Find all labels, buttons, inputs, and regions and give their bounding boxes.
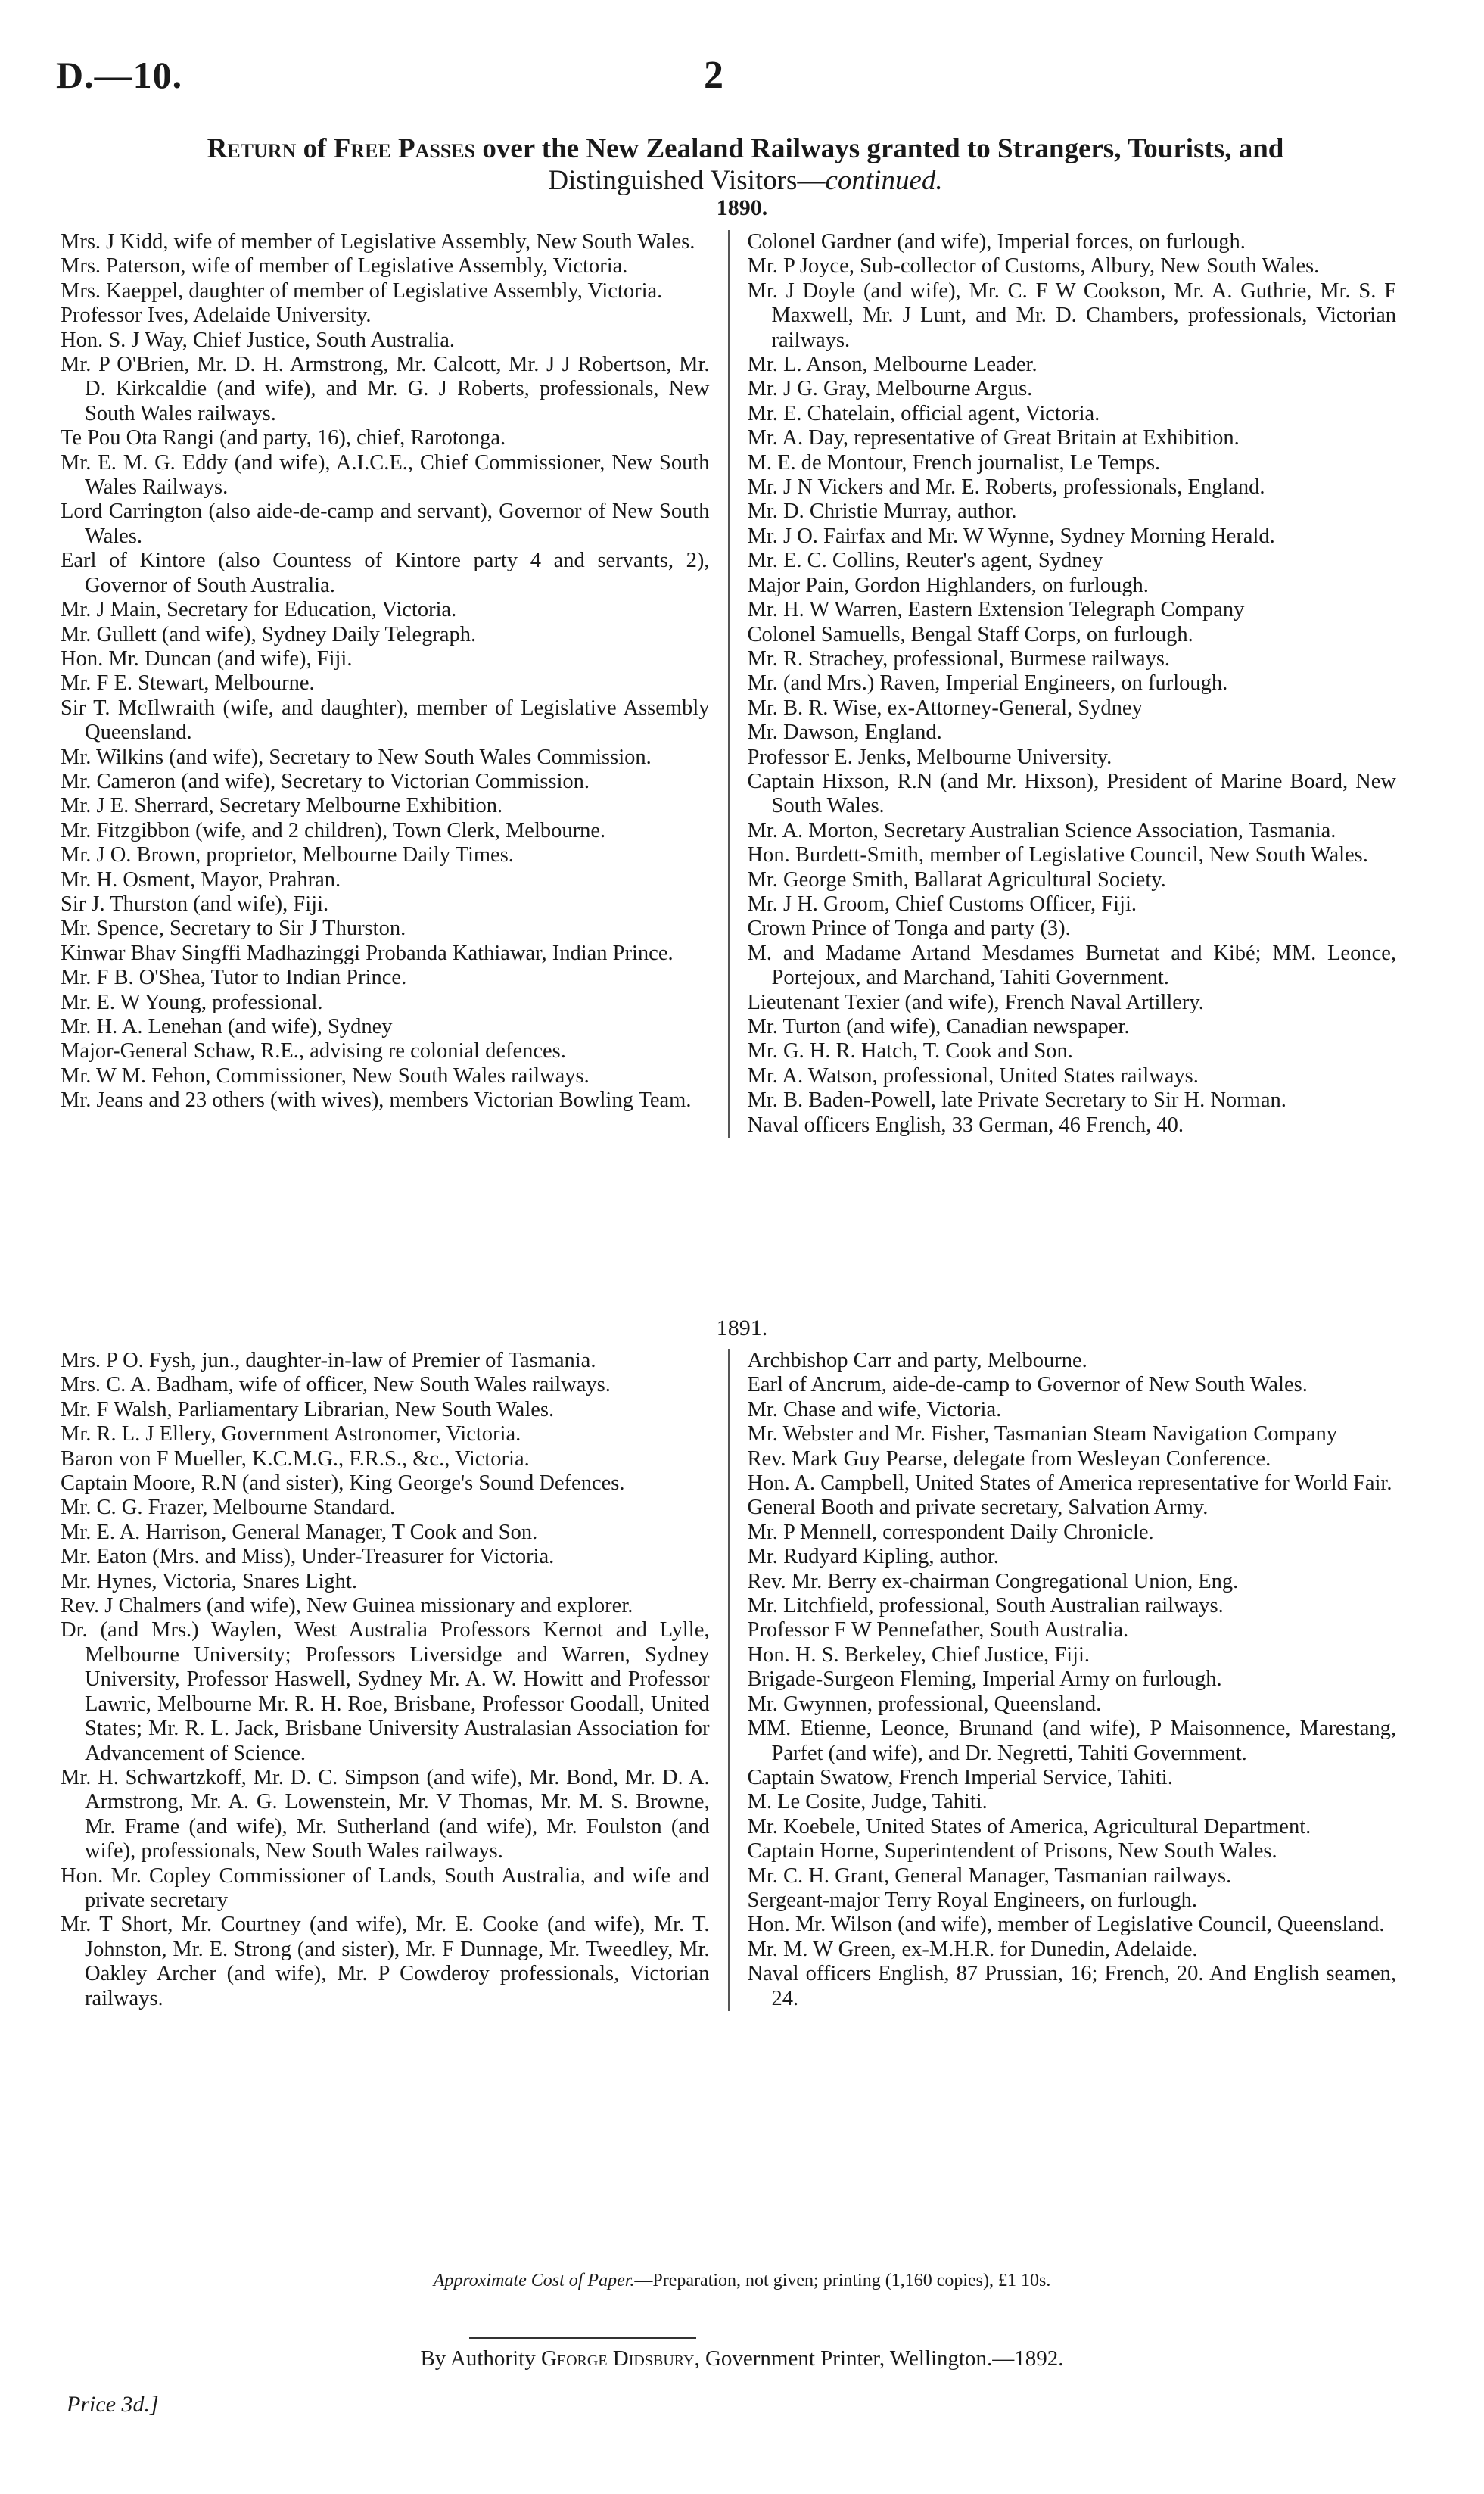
authority-line <box>0 2346 1484 2371</box>
list-item: Rev. Mr. Berry ex-chairman Congregational Union, Eng. <box>747 1569 1239 1593</box>
list-item: Mr. Litchfield, professional, South Australian railways. <box>747 1594 1224 1618</box>
list-item: Baron von F Mueller, K.C.M.G., F.R.S., &c., Victoria. <box>61 1446 530 1471</box>
column-1891-left <box>61 1349 728 2011</box>
authority-rule <box>469 2337 696 2339</box>
list-item: Professor F W Pennefather, South Australia. <box>747 1618 1129 1642</box>
list-item: Captain Horne, Superintendent of Prisons, New South Wales. <box>747 1839 1277 1863</box>
list-item: Kinwar Bhav Singffi Madhazinggi Probanda Kathiawar, Indian Prince. <box>61 941 674 965</box>
list-item: Mr. Wilkins (and wife), Secretary to New South Wales Commission. <box>61 745 652 769</box>
list-item: Naval officers English, 33 German, 46 French, 40. <box>747 1113 1184 1137</box>
list-item: Hon. S. J Way, Chief Justice, South Australia. <box>61 328 455 352</box>
list-item: Mr. A. Watson, professional, United States railways. <box>747 1063 1199 1088</box>
list-item: Hon. Mr. Copley Commissioner of Lands, South Australia, and wife and private secretary <box>61 1863 710 1912</box>
list-item: Mr. Cameron (and wife), Secretary to Victorian Commission. <box>61 769 590 793</box>
document-subtitle <box>53 165 1438 197</box>
list-item: Mr. Jeans and 23 others (with wives), members Victorian Bowling Team. <box>61 1088 692 1113</box>
document-title <box>53 133 1438 197</box>
list-item: Mr. B. Baden-Powell, late Private Secretary to Sir H. Norman. <box>747 1088 1286 1113</box>
column-1890-right <box>728 230 1397 1138</box>
list-item: Mrs. P O. Fysh, jun., daughter-in-law of Premier of Tasmania. <box>61 1349 596 1372</box>
list-item: Mr. R. L. J Ellery, Government Astronomer, Victoria. <box>61 1422 521 1446</box>
list-item: Mr. F E. Stewart, Melbourne. <box>61 671 315 696</box>
document-reference: D.—10. <box>56 54 183 96</box>
list-item: Mr. H. W Warren, Eastern Extension Telegraph Company <box>747 598 1245 622</box>
list-item: Mrs. J Kidd, wife of member of Legislative Assembly, New South Wales. <box>61 230 695 254</box>
list-item: Mr. J Main, Secretary for Education, Victoria. <box>61 598 457 622</box>
list-item: Major-General Schaw, R.E., advising re colonial defences. <box>61 1039 566 1063</box>
year-heading-1891: 1891. <box>716 1315 768 1340</box>
list-item: Rev. J Chalmers (and wife), New Guinea missionary and explorer. <box>61 1594 633 1618</box>
list-item: Mr. J H. Groom, Chief Customs Officer, Fiji. <box>747 892 1137 916</box>
list-item: Mr. D. Christie Murray, author. <box>747 500 1017 524</box>
list-item: Lord Carrington (also aide-de-camp and servant), Governor of New South Wales. <box>61 500 710 548</box>
cost-label: Approximate Cost of Paper. <box>433 2271 635 2290</box>
list-item: Mr. Dawson, England. <box>747 721 942 745</box>
list-item: Mr. E. M. G. Eddy (and wife), A.I.C.E., Chief Commissioner, New South Wales Railways. <box>61 450 710 500</box>
list-item: Lieutenant Texier (and wife), French Naval Artillery. <box>747 990 1204 1014</box>
list-item: Mr. T Short, Mr. Courtney (and wife), Mr. E. Cooke (and wife), Mr. T. Johnston, Mr. E. Strong (and sister), Mr. F Dunnage, Mr. Tweedley, Mr. Oakley Archer (and wife), Mr. P Cowderoy professionals, Victorian railways. <box>61 1913 710 2010</box>
cost-note <box>0 2271 1484 2291</box>
list-item: Mr. P Mennell, correspondent Daily Chronicle. <box>747 1520 1154 1544</box>
list-item: M. E. de Montour, French journalist, Le Temps. <box>747 450 1161 475</box>
list-item: Naval officers English, 87 Prussian, 16; French, 20. And English seamen, 24. <box>747 1962 1396 2010</box>
list-item: Mr. H. A. Lenehan (and wife), Sydney <box>61 1015 393 1038</box>
title-rest: over the New Zealand Railways granted to Strangers, Tourists, and <box>475 133 1284 164</box>
list-item: M. and Madame Artand Mesdames Burnetat and Kibé; MM. Leonce, Portejoux, and Marchand, Tahiti Government. <box>747 941 1396 990</box>
list-item: Mr. Spence, Secretary to Sir J Thurston. <box>61 917 406 941</box>
column-1890-left <box>61 230 728 1138</box>
list-item: Earl of Ancrum, aide-de-camp to Governor of New South Wales. <box>747 1373 1308 1397</box>
list-item: Mr. G. H. R. Hatch, T. Cook and Son. <box>747 1039 1073 1063</box>
list-item: Colonel Samuells, Bengal Staff Corps, on furlough. <box>747 622 1193 646</box>
list-item: Mr. P Joyce, Sub-collector of Customs, Albury, New South Wales. <box>747 254 1320 279</box>
list-item: Mr. J G. Gray, Melbourne Argus. <box>747 377 1033 401</box>
list-item: Mr. J O. Brown, proprietor, Melbourne Daily Times. <box>61 843 514 867</box>
list-item: Mr. Gullett (and wife), Sydney Daily Telegraph. <box>61 622 477 646</box>
section-1891 <box>61 1349 1396 2011</box>
list-item: Mr. L. Anson, Melbourne Leader. <box>747 353 1038 377</box>
title-return: Return <box>207 133 297 164</box>
list-item: Rev. Mark Guy Pearse, delegate from Wesleyan Conference. <box>747 1446 1271 1471</box>
list-item: Mr. Fitzgibbon (wife, and 2 children), Town Clerk, Melbourne. <box>61 818 606 842</box>
list-item: MM. Etienne, Leonce, Brunand (and wife), P Maisonnence, Marestang, Parfet (and wife), and Dr. Negretti, Tahiti Government. <box>747 1717 1396 1765</box>
list-item: Captain Hixson, R.N (and Mr. Hixson), President of Marine Board, New South Wales. <box>747 769 1396 818</box>
list-item: Mr. Gwynnen, professional, Queensland. <box>747 1692 1102 1716</box>
title-of: of <box>296 133 334 164</box>
year-heading-1890: 1890. <box>716 195 768 220</box>
list-item: Crown Prince of Tonga and party (3). <box>747 917 1071 941</box>
list-item: Dr. (and Mrs.) Waylen, West Australia Professors Kernot and Lylle, Melbourne University; Professors Liversidge and Warren, Sydney University, Professor Haswell, Sydney Mr. A. W. Howitt and Professor Lawric, Melbourne Mr. R. H. Roe, Brisbane, Professor Goodall, United States; Mr. R. L. Jack, Brisbane University Australasian Association for Advancement of Science. <box>61 1618 710 1765</box>
list-item: Brigade-Surgeon Fleming, Imperial Army on furlough. <box>747 1667 1222 1692</box>
page-number: 2 <box>704 54 723 97</box>
list-item: Professor E. Jenks, Melbourne University. <box>747 745 1112 769</box>
list-item: Mr. W M. Fehon, Commissioner, New South Wales railways. <box>61 1063 590 1088</box>
list-item: Hon. H. S. Berkeley, Chief Justice, Fiji. <box>747 1642 1090 1667</box>
list-item: Mr. (and Mrs.) Raven, Imperial Engineers, on furlough. <box>747 671 1228 696</box>
title-free-passes: Free Passes <box>333 133 476 164</box>
list-item: General Booth and private secretary, Salvation Army. <box>747 1496 1209 1520</box>
authority-rest: , Government Printer, Wellington.—1892. <box>694 2346 1064 2371</box>
list-item: Mr. Koebele, United States of America, Agricultural Department. <box>747 1814 1311 1839</box>
list-item: Mr. R. Strachey, professional, Burmese railways. <box>747 646 1171 671</box>
list-item: Mr. M. W Green, ex-M.H.R. for Dunedin, Adelaide. <box>747 1937 1198 1961</box>
list-item: Mr. E. Chatelain, official agent, Victoria. <box>747 401 1100 425</box>
list-item: Earl of Kintore (also Countess of Kintore party 4 and servants, 2), Governor of South Australia. <box>61 549 710 597</box>
list-item: Mr. A. Morton, Secretary Australian Science Association, Tasmania. <box>747 818 1336 842</box>
section-1890 <box>61 230 1396 1138</box>
list-item: M. Le Cosite, Judge, Tahiti. <box>747 1790 988 1814</box>
list-item: Colonel Gardner (and wife), Imperial forces, on furlough. <box>747 230 1246 254</box>
list-item: Mr. J N Vickers and Mr. E. Roberts, professionals, England. <box>747 475 1265 500</box>
list-item: Mr. Chase and wife, Victoria. <box>747 1397 1002 1421</box>
list-item: Sir T. McIlwraith (wife, and daughter), member of Legislative Assembly Queensland. <box>61 696 710 745</box>
subtitle-main: Distinguished Visitors— <box>548 165 826 196</box>
list-item: Te Pou Ota Rangi (and party, 16), chief, Rarotonga. <box>61 426 506 450</box>
authority-by: By Authority <box>420 2346 536 2371</box>
list-item: Mr. E. C. Collins, Reuter's agent, Sydney <box>747 549 1103 573</box>
list-item: Mr. B. R. Wise, ex-Attorney-General, Sydney <box>747 696 1143 720</box>
list-item: Mr. J E. Sherrard, Secretary Melbourne Exhibition. <box>61 794 503 818</box>
list-item: Mr. Eaton (Mrs. and Miss), Under-Treasurer for Victoria. <box>61 1545 555 1569</box>
list-item: Archbishop Carr and party, Melbourne. <box>747 1349 1087 1372</box>
list-item: Hon. A. Campbell, United States of America representative for World Fair. <box>747 1471 1392 1496</box>
list-item: Mr. J O. Fairfax and Mr. W Wynne, Sydney Morning Herald. <box>747 524 1275 548</box>
list-item: Mr. A. Day, representative of Great Britain at Exhibition. <box>747 426 1240 450</box>
list-item: Mr. Rudyard Kipling, author. <box>747 1545 999 1569</box>
column-1891-right <box>728 1349 1397 2011</box>
list-item: Mr. F Walsh, Parliamentary Librarian, New South Wales. <box>61 1397 555 1421</box>
list-item: Mrs. C. A. Badham, wife of officer, New South Wales railways. <box>61 1373 611 1397</box>
list-item: Mrs. Paterson, wife of member of Legislative Assembly, Victoria. <box>61 254 628 279</box>
authority-printer: George Didsbury <box>540 2346 695 2371</box>
price-note: Price 3d.] <box>67 2392 159 2417</box>
list-item: Hon. Mr. Duncan (and wife), Fiji. <box>61 646 353 671</box>
list-item: Mr. H. Osment, Mayor, Prahran. <box>61 867 341 892</box>
list-item: Mr. P O'Brien, Mr. D. H. Armstrong, Mr. Calcott, Mr. J J Robertson, Mr. D. Kirkcaldie (and wife), and Mr. G. J Roberts, professionals, New South Wales railways. <box>61 353 710 425</box>
list-item: Mr. J Doyle (and wife), Mr. C. F W Cookson, Mr. A. Guthrie, Mr. S. F Maxwell, Mr. J Lunt, and Mr. D. Chambers, professionals, Victorian railways. <box>747 279 1396 352</box>
list-item: Mr. E. A. Harrison, General Manager, T Cook and Son. <box>61 1520 538 1544</box>
list-item: Professor Ives, Adelaide University. <box>61 304 372 328</box>
list-item: Hon. Mr. Wilson (and wife), member of Legislative Council, Queensland. <box>747 1913 1385 1937</box>
list-item: Mr. C. H. Grant, General Manager, Tasmanian railways. <box>747 1863 1232 1888</box>
list-item: Captain Moore, R.N (and sister), King George's Sound Defences. <box>61 1471 625 1496</box>
list-item: Sergeant-major Terry Royal Engineers, on furlough. <box>747 1888 1198 1912</box>
list-item: Major Pain, Gordon Highlanders, on furlough. <box>747 573 1149 597</box>
list-item: Mr. H. Schwartzkoff, Mr. D. C. Simpson (and wife), Mr. Bond, Mr. D. A. Armstrong, Mr. A. G. Lowenstein, Mr. V Thomas, Mr. M. S. Browne, Mr. Frame (and wife), Mr. Sutherland (and wife), Mr. Foulston (and wife), professionals, New South Wales railways. <box>61 1765 710 1863</box>
list-item: Mrs. Kaeppel, daughter of member of Legislative Assembly, Victoria. <box>61 279 663 303</box>
list-item: Mr. C. G. Frazer, Melbourne Standard. <box>61 1496 396 1520</box>
list-item: Captain Swatow, French Imperial Service, Tahiti. <box>747 1765 1173 1789</box>
list-item: Mr. Webster and Mr. Fisher, Tasmanian Steam Navigation Company <box>747 1422 1338 1446</box>
list-item: Mr. Turton (and wife), Canadian newspaper. <box>747 1015 1130 1038</box>
list-item: Mr. E. W Young, professional. <box>61 990 323 1014</box>
list-item: Mr. Hynes, Victoria, Snares Light. <box>61 1569 357 1593</box>
list-item: Mr. F B. O'Shea, Tutor to Indian Prince. <box>61 966 407 990</box>
list-item: Mr. George Smith, Ballarat Agricultural Society. <box>747 867 1166 892</box>
list-item: Sir J. Thurston (and wife), Fiji. <box>61 892 329 916</box>
cost-text: —Preparation, not given; printing (1,160 copies), £1 10s. <box>634 2271 1051 2290</box>
list-item: Hon. Burdett-Smith, member of Legislative Council, New South Wales. <box>747 843 1368 867</box>
subtitle-continued: continued. <box>825 165 943 196</box>
